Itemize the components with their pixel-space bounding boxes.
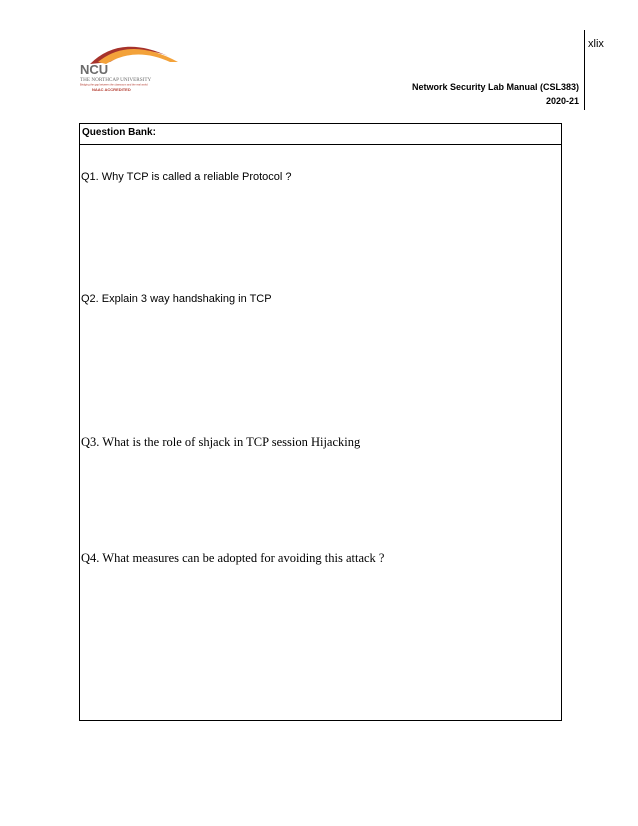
question-bank-label: Question Bank:	[82, 127, 156, 138]
logo-abbr: NCU	[80, 62, 109, 77]
question-bank-divider	[80, 144, 561, 145]
header-vertical-rule	[584, 30, 585, 110]
question-2: Q2. Explain 3 way handshaking in TCP	[81, 293, 272, 305]
university-logo	[80, 40, 180, 92]
logo-tagline: Bridging the gap between the classroom and the real world	[80, 83, 148, 87]
logo-name: THE NORTHCAP UNIVERSITY	[80, 77, 152, 83]
manual-title: Network Security Lab Manual (CSL383)	[411, 82, 579, 92]
question-3: Q3. What is the role of shjack in TCP session Hijacking	[81, 435, 361, 449]
manual-header	[412, 80, 579, 108]
question-bank-box	[79, 123, 562, 721]
question-4: Q4. What measures can be adopted for avoiding this attack ?	[81, 551, 385, 565]
question-1: Q1. Why TCP is called a reliable Protocol ?	[81, 171, 292, 183]
manual-year: 2020-21	[545, 96, 579, 106]
logo-accreditation: NAAC ACCREDITED	[92, 87, 131, 92]
page-number: xlix	[588, 38, 604, 50]
